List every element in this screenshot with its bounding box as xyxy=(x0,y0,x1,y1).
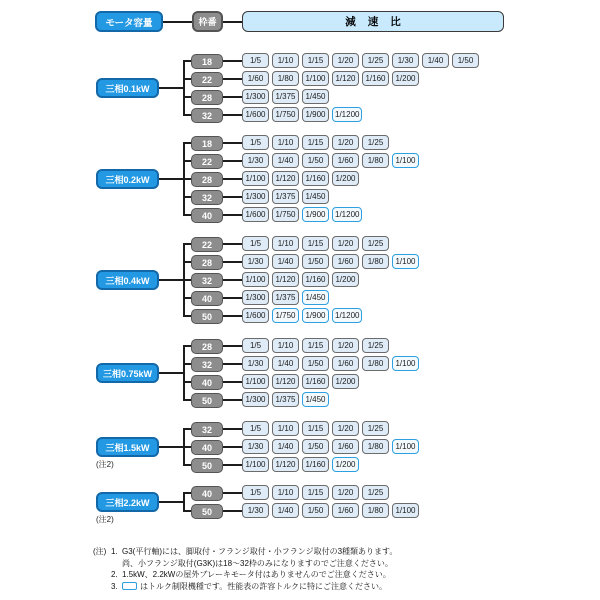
note-line xyxy=(93,558,397,570)
ratio-box: 1/100 xyxy=(302,71,329,86)
connector-line xyxy=(223,196,242,198)
connector-line xyxy=(183,297,191,299)
ratio-box: 1/50 xyxy=(302,254,329,269)
connector-line xyxy=(223,243,242,245)
frame-number-box: 50 xyxy=(191,393,223,408)
connector-line xyxy=(183,261,191,263)
frame-row xyxy=(0,188,600,206)
torque-limited-legend-box xyxy=(122,582,137,590)
ratio-box: 1/25 xyxy=(362,485,389,500)
ratio-box: 1/120 xyxy=(272,374,299,389)
ratio-box: 1/15 xyxy=(302,135,329,150)
ratio-box-torque-limited: 1/1200 xyxy=(332,308,362,323)
connector-line xyxy=(183,464,191,466)
frame-row xyxy=(0,289,600,307)
connector-line xyxy=(183,96,191,98)
ratio-box: 1/375 xyxy=(272,89,299,104)
frame-row xyxy=(0,253,600,271)
ratio-list xyxy=(242,338,389,353)
frame-number-box: 50 xyxy=(191,504,223,519)
ratio-box: 1/10 xyxy=(272,338,299,353)
note-prefix xyxy=(93,581,111,593)
motor-capacity-label: 三相0.4kW xyxy=(96,270,159,290)
connector-line xyxy=(183,160,191,162)
frame-number-box: 40 xyxy=(191,291,223,306)
frame-number-box: 28 xyxy=(191,255,223,270)
ratio-box: 1/60 xyxy=(332,439,359,454)
frame-number-box: 22 xyxy=(191,154,223,169)
ratio-list xyxy=(242,503,419,518)
connector-line xyxy=(183,315,191,317)
ratio-box: 1/10 xyxy=(272,485,299,500)
connector-line xyxy=(223,214,242,216)
ratio-box-torque-limited: 1/900 xyxy=(302,207,329,222)
frame-number-header: 枠番 xyxy=(192,11,223,32)
connector-line xyxy=(223,160,242,162)
ratio-list xyxy=(242,71,419,86)
ratio-box: 1/15 xyxy=(302,338,329,353)
ratio-box: 1/160 xyxy=(302,171,329,186)
ratio-box: 1/60 xyxy=(332,356,359,371)
frame-number-box: 40 xyxy=(191,375,223,390)
ratio-box: 1/25 xyxy=(362,338,389,353)
ratio-box: 1/5 xyxy=(242,135,269,150)
ratio-box: 1/100 xyxy=(392,503,419,518)
ratio-box: 1/5 xyxy=(242,53,269,68)
connector-line xyxy=(183,178,191,180)
ratio-box-torque-limited: 1/100 xyxy=(392,254,419,269)
connector-line xyxy=(223,363,242,365)
ratio-box: 1/15 xyxy=(302,485,329,500)
frame-row xyxy=(0,307,600,325)
ratio-box: 1/60 xyxy=(332,153,359,168)
connector-line xyxy=(183,492,191,494)
ratio-box: 1/160 xyxy=(302,457,329,472)
ratio-box: 1/300 xyxy=(242,392,269,407)
connector-line xyxy=(183,196,191,198)
ratio-list xyxy=(242,254,419,269)
ratio-box: 1/20 xyxy=(332,338,359,353)
connector-line xyxy=(223,428,242,430)
note-prefix xyxy=(93,558,111,570)
ratio-box: 1/100 xyxy=(242,457,269,472)
ratio-list xyxy=(242,135,389,150)
motor-capacity-header: モータ容量 xyxy=(95,11,163,32)
connector-line xyxy=(223,279,242,281)
ratio-box: 1/375 xyxy=(272,392,299,407)
ratio-box: 1/20 xyxy=(332,485,359,500)
frame-number-box: 40 xyxy=(191,440,223,455)
ratio-list xyxy=(242,236,389,251)
ratio-box: 1/200 xyxy=(392,71,419,86)
frame-row xyxy=(0,235,600,253)
connector-line xyxy=(223,297,242,299)
frame-row xyxy=(0,373,600,391)
capacity-group xyxy=(0,235,600,325)
ratio-list xyxy=(242,374,359,389)
ratio-box: 1/30 xyxy=(242,439,269,454)
motor-capacity-label: 三相2.2kW xyxy=(96,492,159,512)
ratio-box: 1/10 xyxy=(272,135,299,150)
connector-line xyxy=(223,60,242,62)
connector-line xyxy=(223,114,242,116)
ratio-box: 1/5 xyxy=(242,485,269,500)
frame-number-box: 50 xyxy=(191,458,223,473)
frame-row xyxy=(0,456,600,474)
frame-number-box: 32 xyxy=(191,422,223,437)
connector-line xyxy=(183,142,191,144)
connector-line xyxy=(223,510,242,512)
ratio-box: 1/20 xyxy=(332,53,359,68)
ratio-box: 1/5 xyxy=(242,421,269,436)
frame-row xyxy=(0,502,600,520)
frame-row xyxy=(0,484,600,502)
ratio-box: 1/160 xyxy=(302,272,329,287)
connector-line xyxy=(223,315,242,317)
ratio-box: 1/80 xyxy=(362,503,389,518)
note-line xyxy=(93,546,397,558)
connector-line xyxy=(183,363,191,365)
ratio-list xyxy=(242,272,359,287)
ratio-box: 1/200 xyxy=(332,374,359,389)
ratio-box: 1/20 xyxy=(332,135,359,150)
connector-line xyxy=(183,214,191,216)
note-number: 2. xyxy=(111,570,118,579)
ratio-list xyxy=(242,153,419,168)
ratio-list xyxy=(242,485,389,500)
ratio-box: 1/10 xyxy=(272,421,299,436)
ratio-box-torque-limited: 1/100 xyxy=(392,439,419,454)
frame-row xyxy=(0,355,600,373)
frame-number-box: 40 xyxy=(191,208,223,223)
ratio-box: 1/80 xyxy=(362,254,389,269)
frame-number-box: 50 xyxy=(191,309,223,324)
capacity-group xyxy=(0,134,600,224)
connector-line xyxy=(223,381,242,383)
connector-line xyxy=(163,21,192,23)
frame-row xyxy=(0,88,600,106)
ratio-box: 1/30 xyxy=(242,254,269,269)
ratio-list xyxy=(242,308,362,323)
connector-line xyxy=(223,261,242,263)
motor-capacity-label: 三相0.2kW xyxy=(96,169,159,189)
ratio-box: 1/20 xyxy=(332,236,359,251)
ratio-box: 1/50 xyxy=(302,503,329,518)
ratio-box-torque-limited: 1/100 xyxy=(392,153,419,168)
frame-row xyxy=(0,337,600,355)
frame-row xyxy=(0,206,600,224)
capacity-group xyxy=(0,484,600,524)
ratio-box: 1/60 xyxy=(332,254,359,269)
frame-number-box: 40 xyxy=(191,486,223,501)
note-text: G3(平行軸)には、脚取付・フランジ取付・小フランジ取付の3種類あります。 xyxy=(122,547,398,556)
connector-line xyxy=(183,510,191,512)
ratio-box: 1/100 xyxy=(242,272,269,287)
connector-line xyxy=(223,345,242,347)
connector-line xyxy=(183,446,191,448)
ratio-box: 1/30 xyxy=(242,153,269,168)
ratio-box-torque-limited: 1/200 xyxy=(332,457,359,472)
ratio-list xyxy=(242,457,359,472)
ratio-box: 1/750 xyxy=(272,207,299,222)
frame-row xyxy=(0,271,600,289)
connector-line xyxy=(223,142,242,144)
connector-line xyxy=(223,399,242,401)
connector-line xyxy=(183,114,191,116)
frame-number-box: 22 xyxy=(191,72,223,87)
ratio-box: 1/50 xyxy=(452,53,479,68)
capacity-footnote-ref: (注2) xyxy=(96,515,114,524)
ratio-box: 1/5 xyxy=(242,236,269,251)
frame-row xyxy=(0,152,600,170)
ratio-box: 1/40 xyxy=(272,153,299,168)
connector-line xyxy=(223,21,242,23)
ratio-list xyxy=(242,171,359,186)
ratio-box-torque-limited: 1/1200 xyxy=(332,107,362,122)
ratio-box: 1/600 xyxy=(242,107,269,122)
frame-number-box: 18 xyxy=(191,136,223,151)
ratio-box: 1/25 xyxy=(362,53,389,68)
connector-line xyxy=(183,381,191,383)
ratio-box: 1/15 xyxy=(302,53,329,68)
ratio-box: 1/300 xyxy=(242,290,269,305)
frame-number-box: 28 xyxy=(191,90,223,105)
frame-row xyxy=(0,134,600,152)
ratio-box: 1/300 xyxy=(242,89,269,104)
connector-line xyxy=(223,96,242,98)
frame-number-box: 28 xyxy=(191,172,223,187)
ratio-box: 1/450 xyxy=(302,189,329,204)
ratio-box: 1/375 xyxy=(272,189,299,204)
note-number xyxy=(111,558,122,570)
ratio-box: 1/600 xyxy=(242,308,269,323)
ratio-box: 1/40 xyxy=(272,439,299,454)
ratio-box: 1/60 xyxy=(242,71,269,86)
ratio-box: 1/5 xyxy=(242,338,269,353)
ratio-box: 1/40 xyxy=(272,356,299,371)
ratio-box: 1/40 xyxy=(272,254,299,269)
ratio-box: 1/900 xyxy=(302,107,329,122)
capacity-group xyxy=(0,337,600,409)
ratio-box: 1/40 xyxy=(422,53,449,68)
connector-line xyxy=(223,178,242,180)
frame-number-box: 22 xyxy=(191,237,223,252)
frame-number-box: 18 xyxy=(191,54,223,69)
ratio-box: 1/10 xyxy=(272,53,299,68)
ratio-box: 1/30 xyxy=(242,356,269,371)
ratio-box: 1/120 xyxy=(272,457,299,472)
ratio-list xyxy=(242,290,329,305)
ratio-box: 1/80 xyxy=(272,71,299,86)
connector-line xyxy=(183,78,191,80)
ratio-list xyxy=(242,189,329,204)
ratio-box: 1/25 xyxy=(362,135,389,150)
reduction-ratio-header: 減速比 xyxy=(242,11,504,32)
ratio-box: 1/25 xyxy=(362,421,389,436)
frame-row xyxy=(0,391,600,409)
motor-capacity-label: 三相0.75kW xyxy=(96,363,159,383)
frame-number-box: 32 xyxy=(191,108,223,123)
ratio-list xyxy=(242,107,362,122)
ratio-box: 1/120 xyxy=(272,272,299,287)
ratio-box: 1/30 xyxy=(242,503,269,518)
ratio-box: 1/120 xyxy=(272,171,299,186)
ratio-box: 1/10 xyxy=(272,236,299,251)
ratio-box-torque-limited: 1/900 xyxy=(302,308,329,323)
frame-number-box: 32 xyxy=(191,357,223,372)
note-line xyxy=(93,569,397,581)
ratio-box: 1/100 xyxy=(242,374,269,389)
capacity-footnote-ref: (注2) xyxy=(96,460,114,469)
ratio-list xyxy=(242,439,419,454)
ratio-box: 1/20 xyxy=(332,421,359,436)
ratio-box: 1/450 xyxy=(302,89,329,104)
connector-line xyxy=(183,345,191,347)
frame-number-box: 32 xyxy=(191,190,223,205)
capacity-group xyxy=(0,52,600,124)
ratio-box: 1/50 xyxy=(302,153,329,168)
note-prefix xyxy=(93,569,111,581)
ratio-box: 1/375 xyxy=(272,290,299,305)
ratio-box: 1/25 xyxy=(362,236,389,251)
ratio-box: 1/160 xyxy=(362,71,389,86)
ratio-box-torque-limited: 1/750 xyxy=(272,308,299,323)
note-text: 尚、小フランジ取付(G3K)は18～32枠のみになりますのでご注意ください。 xyxy=(122,558,393,568)
ratio-list xyxy=(242,89,329,104)
ratio-box: 1/200 xyxy=(332,272,359,287)
ratio-box: 1/80 xyxy=(362,439,389,454)
frame-row xyxy=(0,106,600,124)
note-text: はトルク制限機種です。性能表の許容トルクに特にご注意ください。 xyxy=(122,581,387,593)
ratio-box-torque-limited: 1/450 xyxy=(302,392,329,407)
ratio-box: 1/120 xyxy=(332,71,359,86)
note-line xyxy=(93,581,397,593)
ratio-box: 1/60 xyxy=(332,503,359,518)
ratio-box-torque-limited: 1/100 xyxy=(392,356,419,371)
connector-line xyxy=(223,446,242,448)
ratio-list xyxy=(242,421,389,436)
connector-line xyxy=(223,492,242,494)
frame-row xyxy=(0,170,600,188)
motor-capacity-label: 三相1.5kW xyxy=(96,437,159,457)
frame-row xyxy=(0,420,600,438)
ratio-box: 1/15 xyxy=(302,236,329,251)
connector-line xyxy=(223,464,242,466)
ratio-box: 1/15 xyxy=(302,421,329,436)
ratio-box: 1/50 xyxy=(302,356,329,371)
ratio-box-torque-limited: 1/450 xyxy=(302,290,329,305)
ratio-box: 1/50 xyxy=(302,439,329,454)
capacity-group xyxy=(0,420,600,474)
note-number: 1. xyxy=(111,547,118,556)
ratio-box-torque-limited: 1/1200 xyxy=(332,207,362,222)
note-text: 1.5kW、2.2kWの屋外ブレーキモータ付はありませんのでご注意ください。 xyxy=(122,570,391,579)
connector-line xyxy=(183,279,191,281)
frame-number-box: 32 xyxy=(191,273,223,288)
ratio-box: 1/750 xyxy=(272,107,299,122)
connector-line xyxy=(223,78,242,80)
connector-line xyxy=(183,399,191,401)
ratio-box: 1/600 xyxy=(242,207,269,222)
note-number: 3. xyxy=(111,581,118,591)
frame-row xyxy=(0,52,600,70)
connector-line xyxy=(183,428,191,430)
ratio-box: 1/80 xyxy=(362,356,389,371)
ratio-box: 1/40 xyxy=(272,503,299,518)
connector-line xyxy=(183,243,191,245)
frame-number-box: 28 xyxy=(191,339,223,354)
connector-line xyxy=(183,60,191,62)
ratio-box: 1/100 xyxy=(242,171,269,186)
ratio-box: 1/160 xyxy=(302,374,329,389)
ratio-list xyxy=(242,356,419,371)
ratio-box: 1/300 xyxy=(242,189,269,204)
ratio-box: 1/30 xyxy=(392,53,419,68)
ratio-list xyxy=(242,53,479,68)
frame-row xyxy=(0,70,600,88)
ratio-box: 1/80 xyxy=(362,153,389,168)
ratio-list xyxy=(242,207,362,222)
note-prefix: (注) xyxy=(93,547,107,556)
ratio-list xyxy=(242,392,329,407)
notes xyxy=(93,546,397,592)
motor-capacity-label: 三相0.1kW xyxy=(96,78,159,98)
frame-row xyxy=(0,438,600,456)
ratio-box: 1/200 xyxy=(332,171,359,186)
